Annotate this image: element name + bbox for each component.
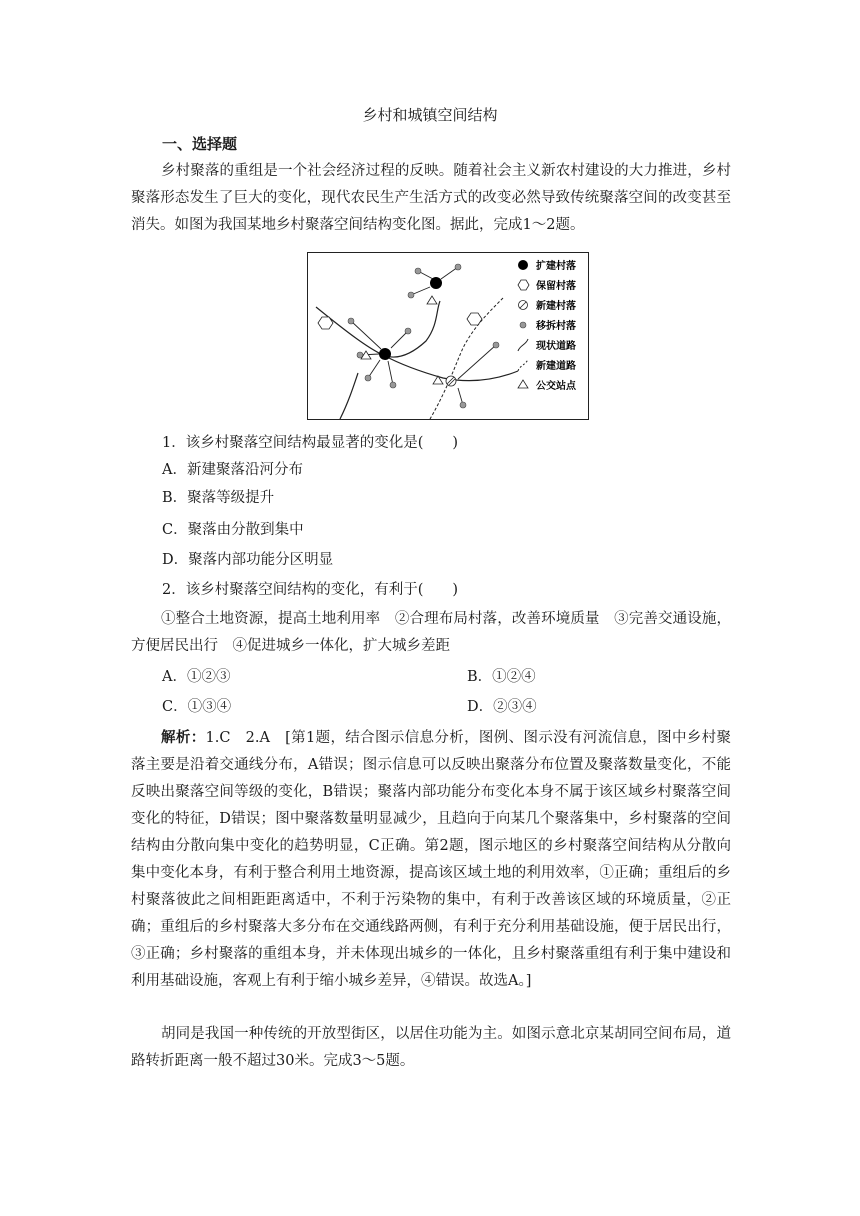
question-2-option-a: A．①②③: [162, 669, 231, 685]
question-2-option-b: B．①②④: [467, 669, 536, 685]
svg-text:现状道路: 现状道路: [536, 341, 576, 352]
svg-text:保留村落: 保留村落: [536, 281, 576, 292]
question-1-option-b: B．聚落等级提升: [162, 490, 275, 506]
settlement-map: [308, 253, 588, 419]
new-village: [446, 376, 456, 386]
question-2-option-d: D．②③④: [467, 699, 537, 715]
existing-road: [316, 301, 440, 357]
analysis-paragraph: [131, 724, 731, 995]
svg-text:新建村落: 新建村落: [536, 301, 576, 312]
question-2-statements: ①整合土地资源，提高土地利用率 ②合理布局村落，改善环境质量 ③完善交通设施，方便居民出行 ④促进城乡一体化，扩大城乡差距: [131, 611, 731, 654]
question-1-stem: 1．该乡村聚落空间结构最显著的变化是( ): [162, 435, 459, 451]
question-2-stem: 2．该乡村聚落空间结构的变化，有利于( ): [162, 582, 459, 598]
page-title: 乡村和城镇空间结构: [362, 106, 498, 124]
question-1-option-a: A．新建聚落沿河分布: [162, 462, 303, 478]
existing-road: [340, 373, 358, 419]
svg-text:公交站点: 公交站点: [536, 381, 576, 392]
section-heading: 一、选择题: [162, 135, 238, 153]
intro2-paragraph: 胡同是我国一种传统的开放型街区，以居住功能为主。如图示意北京某胡同空间布局，道路转折距离一般不超过30米。完成3～5题。: [131, 1026, 731, 1069]
analysis-text: 1.C 2.A [第1题，结合图示信息分析，图例、图示没有河流信息，图中乡村聚落主要是沿着交通线分布，A错误；图示信息可以反映出聚落分布位置及聚落数量变化，不能反映出聚落空间等级的变化，B错误；聚落内部功能分布变化本身不属于该区域乡村聚落空间变化的特征，D错误；图中聚落数量明显减少，且趋向于向某几个聚落集中，乡村聚落的空间结构由分散向集中变化的趋势明显，C正确。第2题，图示地区的乡村聚落空间结构从分散向集中变化本身，有利于整合利用土地资源，提高该区域土地的利用效率，①正确；重组后的乡村聚落彼此之间相距距离适中，不利于污染物的集中，有利于改善该区域的环境质量，②正确；重组后的乡村聚落大多分布在交通线路两侧，有利于充分利用基础设施，便于居民出行，③正确；乡村聚落的重组本身，并未体现出城乡的一体化，且乡村聚落重组有利于集中建设和利用基础设施，客观上有利于缩小城乡差异，④错误。故选A。]: [131, 730, 731, 989]
relocated-villages: [348, 264, 499, 408]
map-legend: [518, 259, 577, 392]
expanded-village: [379, 348, 391, 360]
expanded-village: [430, 277, 442, 289]
retained-village: [467, 313, 482, 325]
question-1-option-d: D．聚落内部功能分区明显: [162, 552, 334, 568]
intro-paragraph: 乡村聚落的重组是一个社会经济过程的反映。随着社会主义新农村建设的大力推进，乡村聚落形态发生了巨大的变化，现代农民生产生活方式的改变必然导致传统聚落空间的改变甚至消失。如图为我国某地乡村聚落空间结构变化图。据此，完成1～2题。: [131, 163, 731, 233]
svg-text:新建道路: 新建道路: [536, 361, 576, 372]
relocation-arrows: [351, 267, 496, 405]
svg-text:扩建村落: 扩建村落: [536, 261, 576, 272]
settlement-structure-figure: [307, 252, 589, 420]
analysis-label: 解析：: [161, 729, 206, 746]
new-road: [430, 298, 503, 419]
question-2-option-c: C．①③④: [162, 699, 232, 715]
svg-text:移拆村落: 移拆村落: [536, 321, 576, 332]
question-1-option-c: C．聚落由分散到集中: [162, 522, 304, 538]
